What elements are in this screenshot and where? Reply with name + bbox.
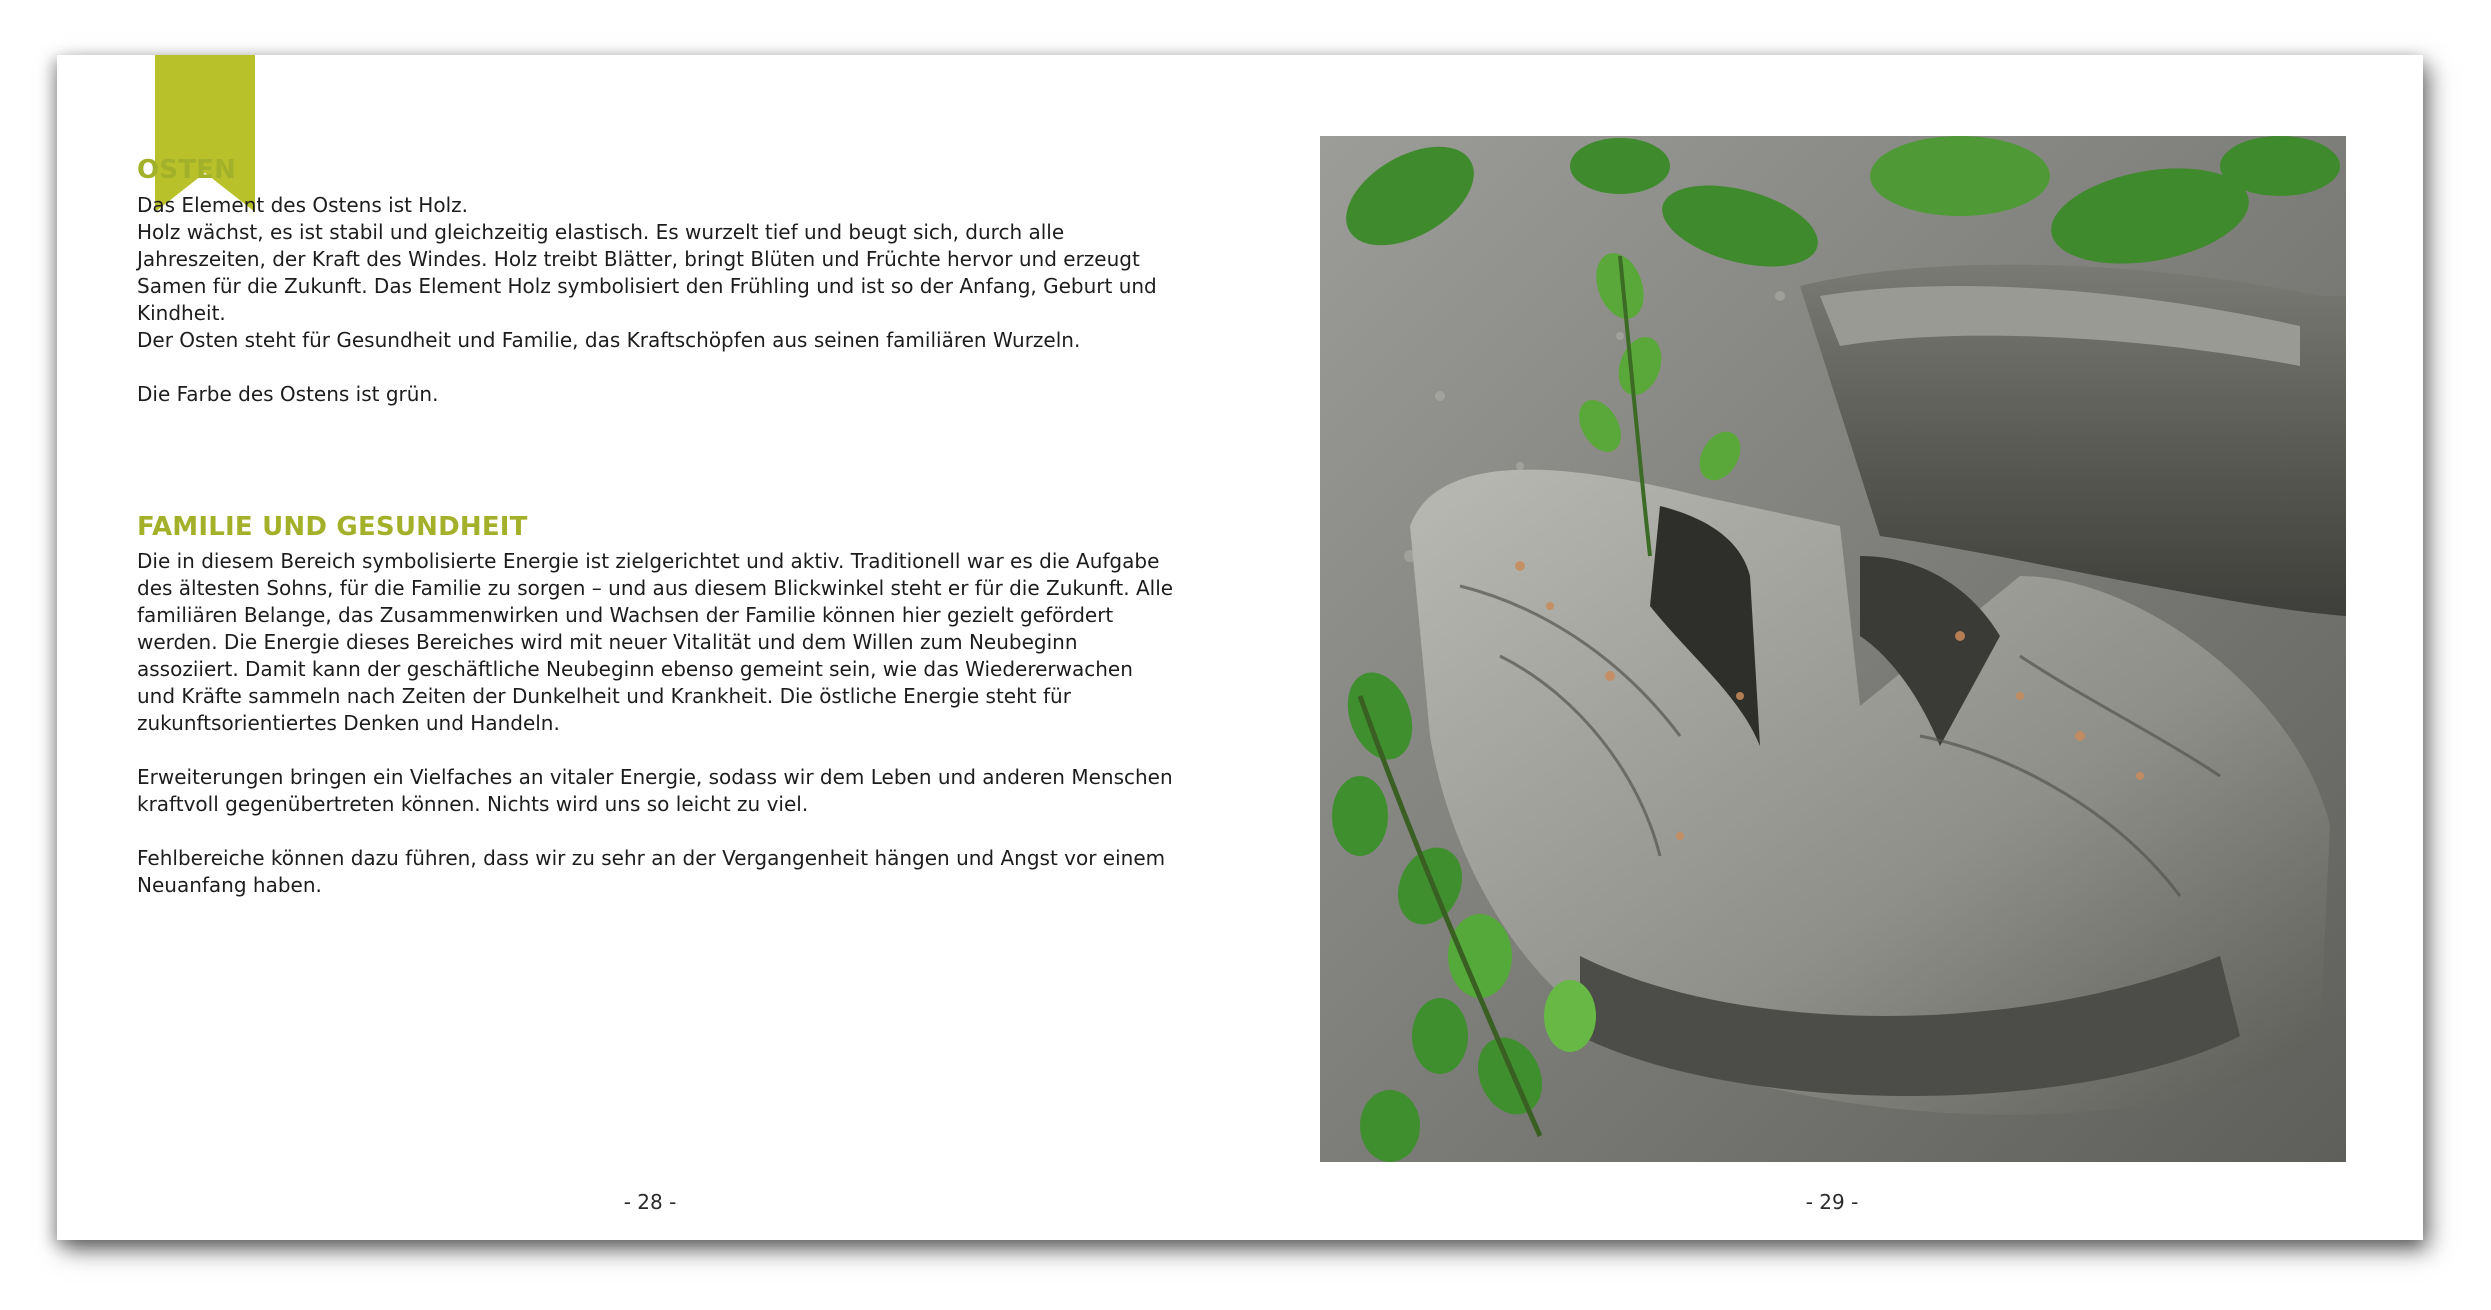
page-number-right: - 29 - xyxy=(1805,1190,1859,1214)
book-spread xyxy=(57,55,2423,1240)
paragraph-gesundheit-familie: Der Osten steht für Gesundheit und Familie, das Kraftschöpfen aus seinen familiären Wurzeln. xyxy=(137,328,1081,352)
tree-stump-illustration xyxy=(1320,136,2346,1162)
paragraph-element-holz: Das Element des Ostens ist Holz. Holz wächst, es ist stabil und gleichzeitig elastisch. Es wurzelt tief und beugt sich, durch alle Jahreszeiten, der Kraft des Windes. Holz treibt Blätter, bringt Blüten und Früchte hervor und erzeugt Samen für die Zukunft. Das Element Holz symbolisiert den Frühling und ist so der Anfang, Geburt und Kindheit. xyxy=(137,193,1157,325)
page-number-left: - 28 - xyxy=(623,1190,677,1214)
paragraph-farbe: Die Farbe des Ostens ist grün. xyxy=(137,382,439,406)
paragraph-energie: Die in diesem Bereich symbolisierte Energie ist zielgerichtet und aktiv. Traditionell war es die Aufgabe des ältesten Sohns, für die Familie zu sorgen – und aus diesem Blickwinkel steht er für die Zukunft. Alle familiären Belange, das Zusammenwirken und Wachsen der Familie können hier gezielt gefördert werden. Die Energie dieses Bereiches wird mit neuer Vitalität und dem Willen zum Neubeginn assoziiert. Damit kann der geschäftliche Neubeginn ebenso gemeint sein, wie das Wiedererwachen und Kräfte sammeln nach Zeiten der Dunkelheit und Krankheit. Die östliche Energie steht für zukunftsorientiertes Denken und Handeln. xyxy=(137,549,1174,735)
paragraph-erweiterungen: Erweiterungen bringen ein Vielfaches an vitaler Energie, sodass wir dem Leben und anderen Menschen kraftvoll gegenübertreten können. Nichts wird uns so leicht zu viel. xyxy=(137,765,1173,816)
paragraph-fehlbereiche: Fehlbereiche können dazu führen, dass wir zu sehr an der Vergangenheit hängen und Angst vor einem Neuanfang haben. xyxy=(137,846,1166,897)
section-heading-osten: OSTEN xyxy=(137,155,237,185)
section-heading-familie: FAMILIE UND GESUNDHEIT xyxy=(137,512,528,542)
bookmark-ribbon-icon xyxy=(155,55,255,212)
tree-stump-photo xyxy=(1320,136,2346,1162)
